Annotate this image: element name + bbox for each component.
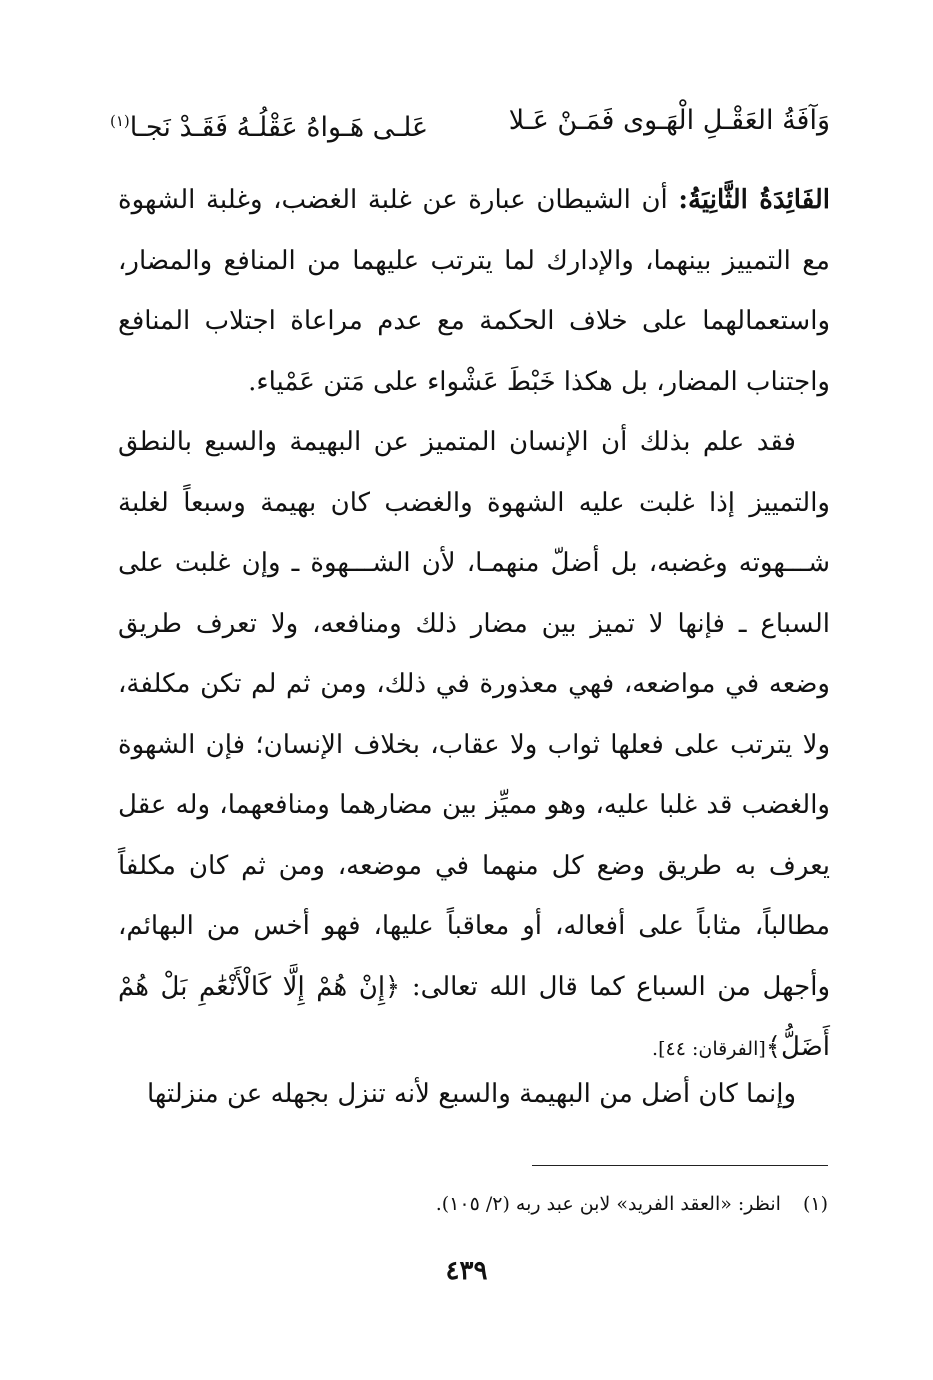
paragraph-text: وإنما كان أضل من البهيمة والسبع لأنه تنزل بجهله عن منزلتها [146, 1079, 796, 1109]
poem-verse [110, 96, 830, 146]
page-number: ٤٣٩ [445, 1256, 488, 1286]
quran-verse: ﴿إِنْ هُمْ إِلَّا كَالْأَنْعَٰمِ بَلْ هُمْ أَضَلُّ﴾ [118, 971, 830, 1062]
paragraph-second-benefit [118, 170, 830, 412]
footnote-separator [532, 1165, 828, 1166]
paragraph-closing [118, 1064, 830, 1125]
paragraph-main [118, 412, 830, 1080]
poem-first-hemistich [509, 96, 830, 146]
paragraph-heading: الفَائِدَةُ الثَّانِيَةُ: [678, 185, 831, 215]
poem-second-hemistich [110, 96, 428, 153]
poem-first-hemistich-text: وَآفَةُ العَقْـلِ الْهَـوى فَمَـنْ عَـلا [508, 105, 830, 136]
paragraph-text: أن الشيطان عبارة عن غلبة الغضب، وغلبة الشهوة مع التمييز بينهما، والإدارك لما يترتب عليهما من المنافع والمضار، واستعمالهما على خلاف الحكمة مع عدم مراعاة اجتلاب المنافع واجتناب المضار، بل هكذا خَبْطَ عَشْواء على مَتن عَمْياء. [118, 185, 830, 397]
footnote-text: انظر: «العقد الفريد» لابن عبد ربه (٢/ ١٠٥). [435, 1193, 781, 1215]
footnote-marker[interactable]: (١) [110, 112, 130, 130]
footnote [300, 1186, 828, 1222]
footnote-number: (١) [802, 1193, 828, 1215]
poem-second-hemistich-text: عَلـى هَـواهُ عَقْلُـهُ فَقَـدْ نَجـا [129, 112, 429, 143]
paragraph-text: فقد علم بذلك أن الإنسان المتميز عن البهيمة والسبع بالنطق والتمييز إذا غلبت عليه الشهوة والغضب كان بهيمة وسبعاً لغلبة شـــهوته وغضبه، بل أضلّ منهمـا، لأن الشـــهوة ـ وإن غلبت على السباع ـ فإنها لا تميز بين مضار ذلك ومنافعه، ولا تعرف طريق وضعه في مواضعه، فهي معذورة في ذلك، ومن ثم لم تكن مكلفة، ولا يترتب على فعلها ثواب ولا عقاب، بخلاف الإنسان؛ فإن الشهوة والغضب قد غلبا عليه، وهو مميِّز بين مضارهما ومنافعهما، وله عقل يعرف به طريق وضع كل منهما في موضعه، ومن ثم كان مكلفاً مطالباً، مثاباً على أفعاله، أو معاقباً عليها، فهو أخس من البهائم، وأجهل من السباع كما قال الله تعالى: [118, 427, 831, 1002]
quran-reference: [الفرقان: ٤٤]. [652, 1038, 766, 1060]
